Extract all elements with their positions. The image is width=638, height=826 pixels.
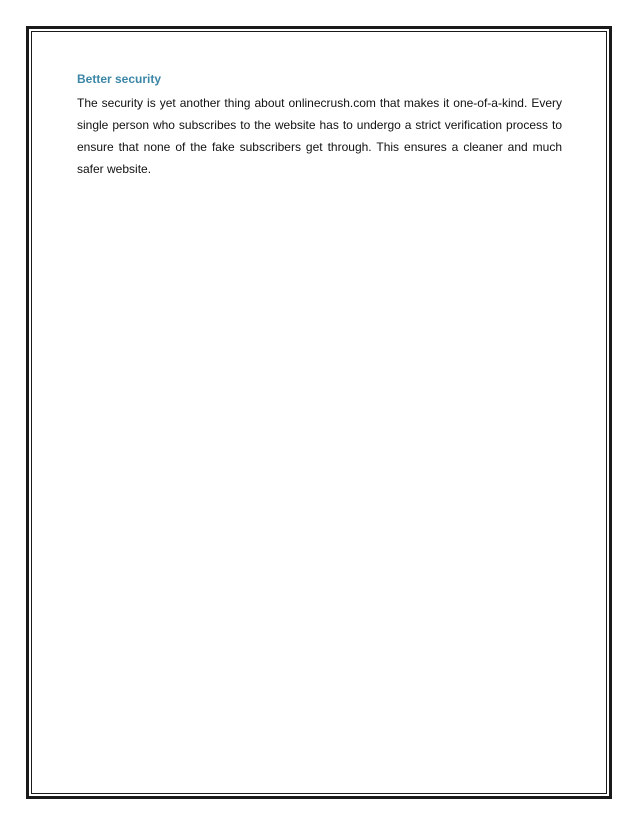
section-heading: Better security: [77, 72, 162, 86]
document-content: [77, 70, 562, 180]
section-paragraph: The security is yet another thing about onlinecrush.com that makes it one-of-a-kind. Every single person who subscribes to the website has to undergo a strict verification process to ensure that none of the fake subscribers get through. This ensures a cleaner and much safer website.: [77, 96, 562, 176]
